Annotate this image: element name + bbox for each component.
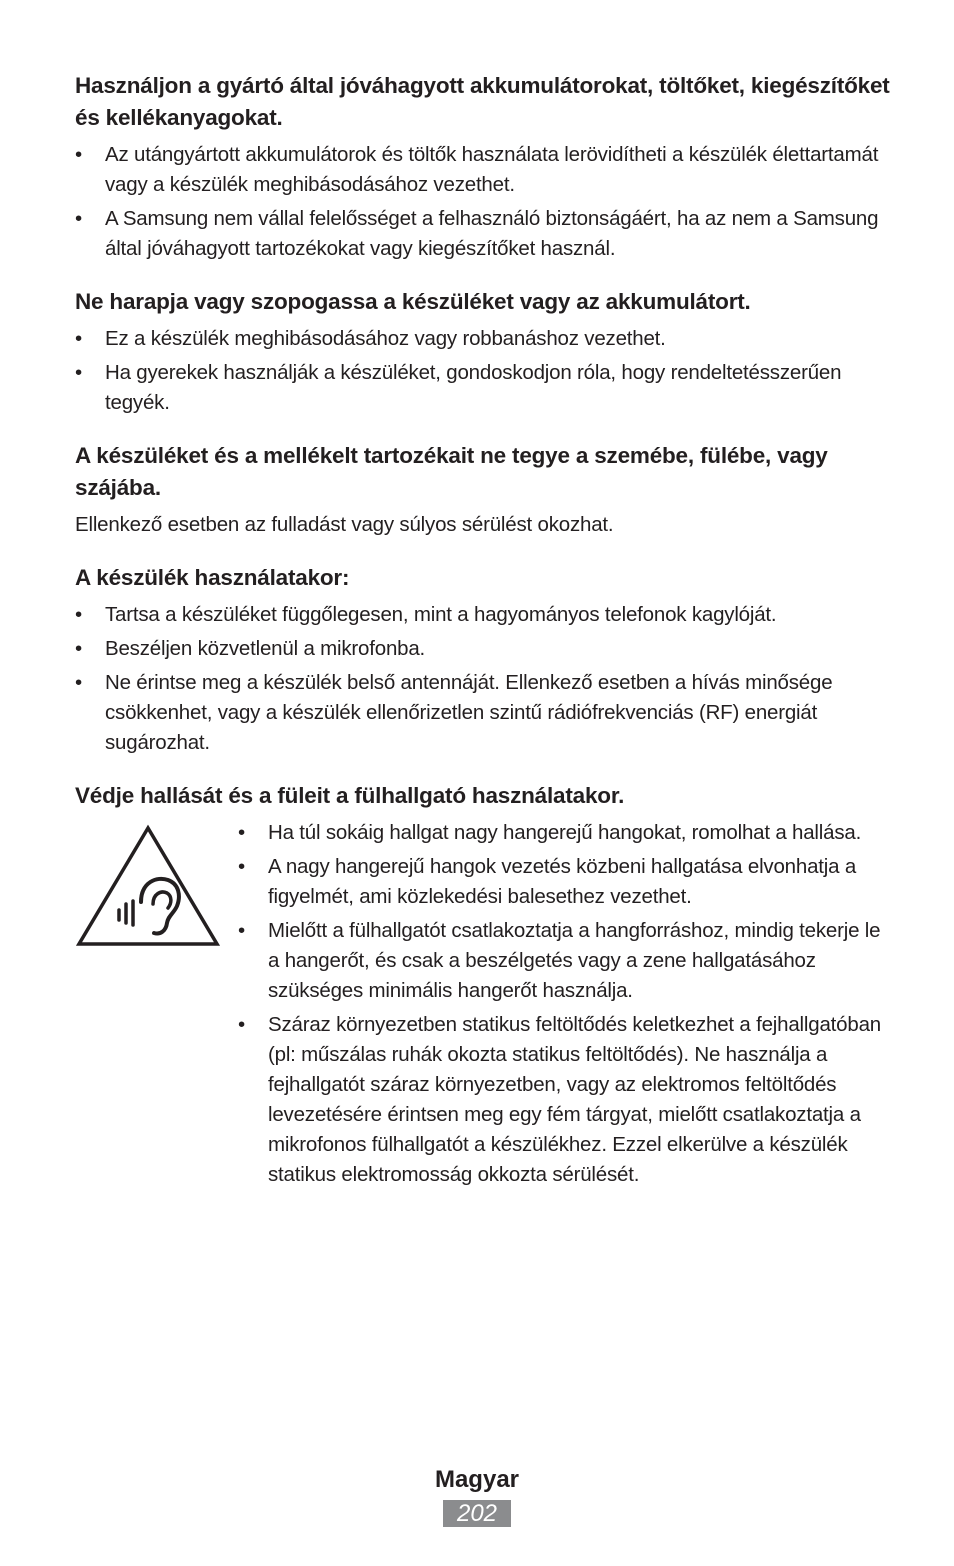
page-footer <box>0 1463 954 1527</box>
list-item: • Az utángyártott akkumulátorok és töltők használata lerövidítheti a készülék élettartamát vagy a készülék meghibásodásához vezethet. <box>75 140 890 200</box>
page-number: 202 <box>443 1500 511 1527</box>
section-heading: Ne harapja vagy szopogassa a készüléket vagy az akkumulátort. <box>75 289 751 314</box>
section-text: Ellenkező esetben az fulladást vagy súlyos sérülést okozhat. <box>75 513 614 536</box>
list-item: • A Samsung nem vállal felelősséget a felhasználó biztonságáért, ha az nem a Samsung által jóváhagyott tartozékokat vagy kiegészítőket használ. <box>75 204 890 264</box>
section-heading: Védje hallását és a füleit a fülhallgató használatakor. <box>75 783 625 808</box>
list-item: • Beszéljen közvetlenül a mikrofonba. <box>75 634 890 664</box>
hearing-warning-icon <box>75 824 221 950</box>
bullet-list <box>75 324 890 418</box>
hearing-content <box>75 818 890 1190</box>
list-item: • Ha gyerekek használják a készüléket, gondoskodjon róla, hogy rendeltetésszerűen tegyék. <box>75 358 890 418</box>
footer-language: Magyar <box>434 1466 520 1493</box>
section-device-usage <box>75 562 890 758</box>
list-item: • Mielőtt a fülhallgatót csatlakoztatja a hangforráshoz, mindig tekerje le a hangerőt, és csak a beszélgetés vagy a zene hallgatásához szükséges minimális hangerőt használja. <box>238 916 890 1006</box>
section-heading: Használjon a gyártó által jóváhagyott akkumulátorokat, töltőket, kiegészítőket és kellékanyagokat. <box>75 73 890 130</box>
section-heading: A készülék használatakor: <box>75 565 350 590</box>
section-do-not-bite <box>75 286 890 418</box>
list-item: • Száraz környezetben statikus feltöltődés keletkezhet a fejhallgatóban (pl: műszálas ruhák okozta statikus feltöltődés). Ne használja a fejhallgatót száraz környezetben, vagy az elektromos feltöltődés levezetésére érintsen meg egy fém tárgyat, mielőtt csatlakoztatja a mikrofonos fülhallgatót a készülékhez. Ezzel elkerülve a készülék statikus elektromosság okkozta sérülését. <box>238 1010 890 1190</box>
section-heading: A készüléket és a mellékelt tartozékait ne tegye a szemébe, fülébe, vagy szájába. <box>75 443 828 500</box>
list-item: • Ez a készülék meghibásodásához vagy robbanáshoz vezethet. <box>75 324 890 354</box>
section-approved-accessories <box>75 70 890 264</box>
list-item: • Ha túl sokáig hallgat nagy hangerejű hangokat, romolhat a hallása. <box>238 818 890 848</box>
list-item: • A nagy hangerejű hangok vezetés közbeni hallgatása elvonhatja a figyelmét, ami közlekedési balesethez vezethet. <box>238 852 890 912</box>
document-page <box>75 70 890 1212</box>
bullet-list <box>238 818 890 1190</box>
bullet-list <box>75 600 890 758</box>
list-item: • Ne érintse meg a készülék belső antennáját. Ellenkező esetben a hívás minősége csökkenhet, vagy a készülék ellenőrizetlen szintű rádiófrekvenciás (RF) energiát sugározhat. <box>75 668 890 758</box>
list-item: • Tartsa a készüléket függőlegesen, mint a hagyományos telefonok kagylóját. <box>75 600 890 630</box>
section-eyes-ears-mouth <box>75 440 890 540</box>
section-hearing-protection <box>75 780 890 1190</box>
bullet-list <box>75 140 890 264</box>
